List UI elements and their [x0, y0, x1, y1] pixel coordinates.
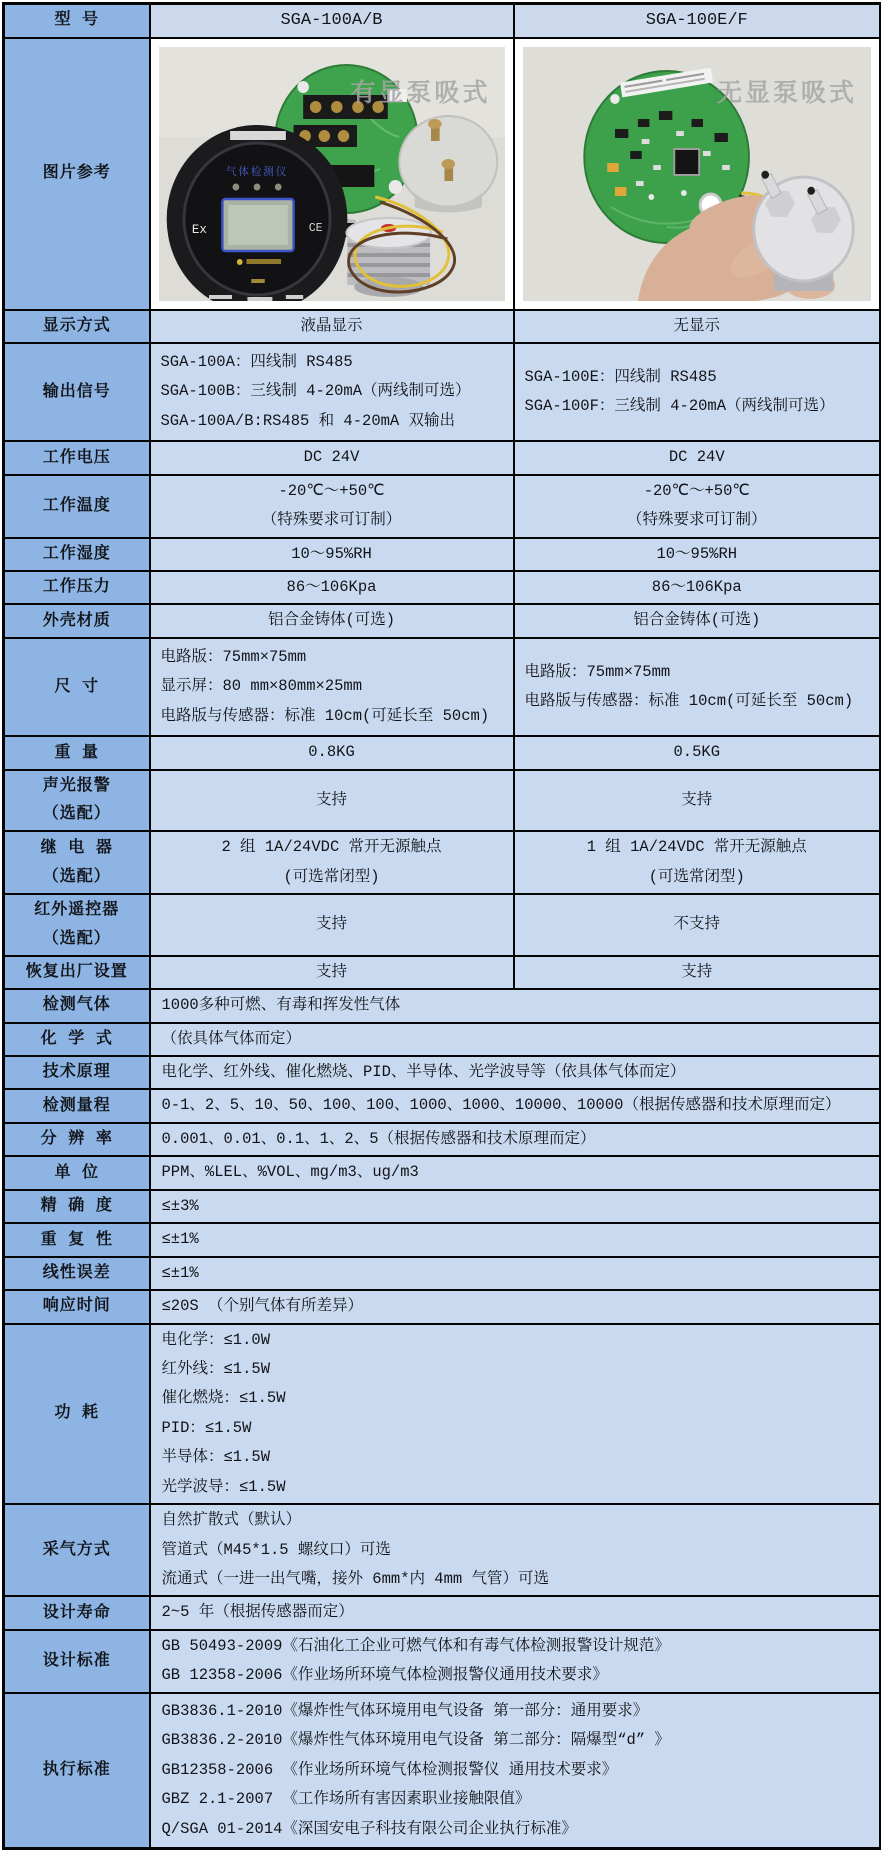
label-line: 继 电 器 [40, 838, 113, 857]
spec-sampling-value [150, 1504, 881, 1596]
spec-size-b [514, 638, 881, 736]
spec-linearity-value: ≤±1% [150, 1257, 881, 1290]
spec-row-output [4, 343, 881, 441]
product-spec-table [2, 2, 881, 1850]
output-line: SGA-100E：四线制 RS485 [524, 367, 717, 386]
spec-response-value: ≤20S （个别气体有所差异） [150, 1290, 881, 1323]
spec-row-size [4, 638, 881, 736]
spec-alarm-b: 支持 [514, 770, 881, 832]
relay-line: (可选常闭型) [648, 867, 745, 886]
output-line: SGA-100B：三线制 4-20mA（两线制可选） [160, 382, 471, 401]
spec-voltage-a: DC 24V [150, 441, 514, 474]
model-name-a: SGA-100A/B [150, 4, 514, 38]
standard-line: GB3836.1-2010《爆炸性气体环境用电气设备 第一部分：通用要求》 [161, 1701, 649, 1720]
spec-formula-value: （依具体气体而定） [150, 1023, 881, 1056]
power-line: 电化学：≤1.0W [161, 1330, 271, 1349]
spec-unit-value: PPM、%LEL、%VOL、mg/m3、ug/m3 [150, 1156, 881, 1189]
spec-humidity-b: 10～95%RH [514, 538, 881, 571]
model-header-label: 型 号 [4, 4, 150, 38]
spec-humidity-a: 10～95%RH [150, 538, 514, 571]
spec-row-range [4, 1089, 881, 1122]
spec-alarm-a: 支持 [150, 770, 514, 832]
relay-line: 1 组 1A/24VDC 常开无源触点 [586, 838, 807, 857]
label-line: 声光报警 [42, 776, 111, 795]
spec-gas-value: 1000多种可燃、有毒和挥发性气体 [150, 989, 881, 1022]
header-row [4, 4, 881, 38]
spec-row-response [4, 1290, 881, 1323]
watermark-no-display: 无显泵吸式 [716, 79, 857, 109]
power-line: 半导体：≤1.5W [161, 1448, 271, 1467]
spec-row-principle [4, 1056, 881, 1089]
spec-label-repeatability: 重 复 性 [4, 1223, 150, 1256]
watermark-pump-display: 有显泵吸式 [350, 79, 491, 109]
spec-label-remote [4, 894, 150, 956]
gauge-ce-mark: CE [308, 220, 323, 235]
spec-label-power: 功 耗 [4, 1324, 150, 1505]
spec-temperature-b [514, 475, 881, 538]
spec-row-display [4, 310, 881, 343]
spec-label-voltage: 工作电压 [4, 441, 150, 474]
standard-line: GB3836.2-2010《爆炸性气体环境用电气设备 第二部分：隔爆型“d” 》 [161, 1731, 670, 1750]
size-line: 电路版：75mm×75mm [524, 662, 671, 681]
spec-row-repeatability [4, 1223, 881, 1256]
spec-label-humidity: 工作湿度 [4, 538, 150, 571]
spec-relay-b [514, 831, 881, 894]
temp-line: （特殊要求可订制） [261, 511, 402, 530]
spec-row-linearity [4, 1257, 881, 1290]
spec-label-weight: 重 量 [4, 736, 150, 769]
spec-remote-a: 支持 [150, 894, 514, 956]
spec-output-a [150, 343, 514, 441]
image-row-label: 图片参考 [4, 38, 150, 310]
spec-label-exec-std: 执行标准 [4, 1693, 150, 1849]
spec-row-unit [4, 1156, 881, 1189]
spec-label-relay [4, 831, 150, 894]
label-line: （选配） [42, 867, 111, 886]
temp-line: （特殊要求可订制） [626, 511, 767, 530]
spec-row-alarm [4, 770, 881, 832]
spec-life-value: 2~5 年（根据传感器而定） [150, 1596, 881, 1629]
relay-line: 2 组 1A/24VDC 常开无源触点 [221, 838, 442, 857]
spec-row-life [4, 1596, 881, 1629]
model-name-b: SGA-100E/F [514, 4, 881, 38]
power-line: 光学波导：≤1.5W [161, 1477, 286, 1496]
spec-label-range: 检测量程 [4, 1089, 150, 1122]
image-row [4, 38, 881, 310]
spec-row-design-std [4, 1630, 881, 1693]
spec-label-life: 设计寿命 [4, 1596, 150, 1629]
spec-label-sampling: 采气方式 [4, 1504, 150, 1596]
product-photo-sga100ab [159, 47, 505, 301]
spec-repeatability-value: ≤±1% [150, 1223, 881, 1256]
spec-row-power [4, 1324, 881, 1505]
spec-row-accuracy [4, 1190, 881, 1223]
spec-weight-b: 0.5KG [514, 736, 881, 769]
relay-line: (可选常闭型) [283, 867, 380, 886]
spec-label-alarm [4, 770, 150, 832]
output-line: SGA-100A/B:RS485 和 4-20mA 双输出 [160, 411, 456, 430]
spec-label-shell: 外壳材质 [4, 604, 150, 637]
spec-label-principle: 技术原理 [4, 1056, 150, 1089]
standard-line: GB 50493-2009《石油化工企业可燃气体和有毒气体检测报警设计规范》 [161, 1636, 670, 1655]
label-line: （选配） [42, 805, 111, 824]
temp-line: -20℃～+50℃ [278, 481, 385, 500]
spec-resolution-value: 0.001、0.01、0.1、1、2、5（根据传感器和技术原理而定） [150, 1123, 881, 1156]
sampling-line: 流通式（一进一出气嘴，接外 6mm*内 4mm 气管）可选 [161, 1570, 550, 1588]
spec-relay-a [150, 831, 514, 894]
spec-output-b [514, 343, 881, 441]
spec-label-reset: 恢复出厂设置 [4, 956, 150, 989]
spec-range-value: 0-1、2、5、10、50、100、100、1000、1000、10000、10000（根据传感器和技术原理而定） [150, 1089, 881, 1122]
spec-reset-b: 支持 [514, 956, 881, 989]
spec-exec-std-value [150, 1693, 881, 1849]
power-line: 催化燃烧：≤1.5W [161, 1389, 286, 1408]
spec-shell-a: 铝合金铸体(可选) [150, 604, 514, 637]
spec-row-remote [4, 894, 881, 956]
spec-power-value [150, 1324, 881, 1505]
size-line: 电路版与传感器：标准 10cm(可延长至 50cm) [160, 706, 490, 725]
spec-pressure-b: 86～106Kpa [514, 571, 881, 604]
spec-pressure-a: 86～106Kpa [150, 571, 514, 604]
spec-row-relay [4, 831, 881, 894]
spec-row-formula [4, 1023, 881, 1056]
size-line: 电路版与传感器：标准 10cm(可延长至 50cm) [524, 692, 854, 711]
sampling-line: 管道式（M45*1.5 螺纹口）可选 [161, 1540, 391, 1559]
spec-label-linearity: 线性误差 [4, 1257, 150, 1290]
spec-row-shell [4, 604, 881, 637]
spec-design-std-value [150, 1630, 881, 1693]
spec-display-a: 液晶显示 [150, 310, 514, 343]
label-line: （选配） [42, 929, 111, 948]
spec-row-sampling [4, 1504, 881, 1596]
power-line: PID：≤1.5W [161, 1418, 252, 1437]
spec-voltage-b: DC 24V [514, 441, 881, 474]
label-line: 红外遥控器 [34, 901, 120, 920]
output-line: SGA-100F：三线制 4-20mA（两线制可选） [524, 397, 835, 416]
spec-label-formula: 化 学 式 [4, 1023, 150, 1056]
spec-row-exec-std [4, 1693, 881, 1849]
spec-label-display: 显示方式 [4, 310, 150, 343]
spec-shell-b: 铝合金铸体(可选) [514, 604, 881, 637]
spec-principle-value: 电化学、红外线、催化燃烧、PID、半导体、光学波导等（依具体气体而定） [150, 1056, 881, 1089]
standard-line: Q/SGA 01-2014《深国安电子科技有限公司企业执行标准》 [161, 1819, 577, 1838]
gauge-ex-mark: Ex [191, 221, 207, 237]
spec-row-reset [4, 956, 881, 989]
product-photo-sga100ef [523, 47, 872, 301]
spec-label-design-std: 设计标准 [4, 1630, 150, 1693]
spec-label-gas: 检测气体 [4, 989, 150, 1022]
spec-row-voltage [4, 441, 881, 474]
spec-display-b: 无显示 [514, 310, 881, 343]
spec-label-unit: 单 位 [4, 1156, 150, 1189]
spec-row-resolution [4, 1123, 881, 1156]
spec-label-pressure: 工作压力 [4, 571, 150, 604]
image-cell-a [150, 38, 514, 310]
spec-remote-b: 不支持 [514, 894, 881, 956]
standard-line: GBZ 2.1-2007 《工作场所有害因素职业接触限值》 [161, 1790, 531, 1809]
spec-reset-a: 支持 [150, 956, 514, 989]
spec-row-pressure [4, 571, 881, 604]
gauge-title-text: 气体检测仪 [225, 166, 288, 179]
spec-label-response: 响应时间 [4, 1290, 150, 1323]
spec-label-temperature: 工作温度 [4, 475, 150, 538]
spec-row-gas [4, 989, 881, 1022]
standard-line: GB12358-2006 《作业场所环境气体检测报警仪 通用技术要求》 [161, 1760, 618, 1779]
size-line: 电路版：75mm×75mm [160, 647, 307, 666]
power-line: 红外线：≤1.5W [161, 1359, 271, 1378]
spec-label-resolution: 分 辨 率 [4, 1123, 150, 1156]
temp-line: -20℃～+50℃ [643, 481, 750, 500]
spec-label-output: 输出信号 [4, 343, 150, 441]
standard-line: GB 12358-2006《作业场所环境气体检测报警仪通用技术要求》 [161, 1666, 608, 1685]
spec-row-temperature [4, 475, 881, 538]
spec-row-humidity [4, 538, 881, 571]
spec-weight-a: 0.8KG [150, 736, 514, 769]
output-line: SGA-100A：四线制 RS485 [160, 352, 353, 371]
spec-accuracy-value: ≤±3% [150, 1190, 881, 1223]
sampling-line: 自然扩散式（默认） [161, 1511, 302, 1530]
spec-label-size: 尺 寸 [4, 638, 150, 736]
spec-label-accuracy: 精 确 度 [4, 1190, 150, 1223]
image-cell-b [514, 38, 881, 310]
spec-row-weight [4, 736, 881, 769]
spec-size-a [150, 638, 514, 736]
size-line: 显示屏：80 mm×80mm×25mm [160, 677, 363, 696]
spec-temperature-a [150, 475, 514, 538]
